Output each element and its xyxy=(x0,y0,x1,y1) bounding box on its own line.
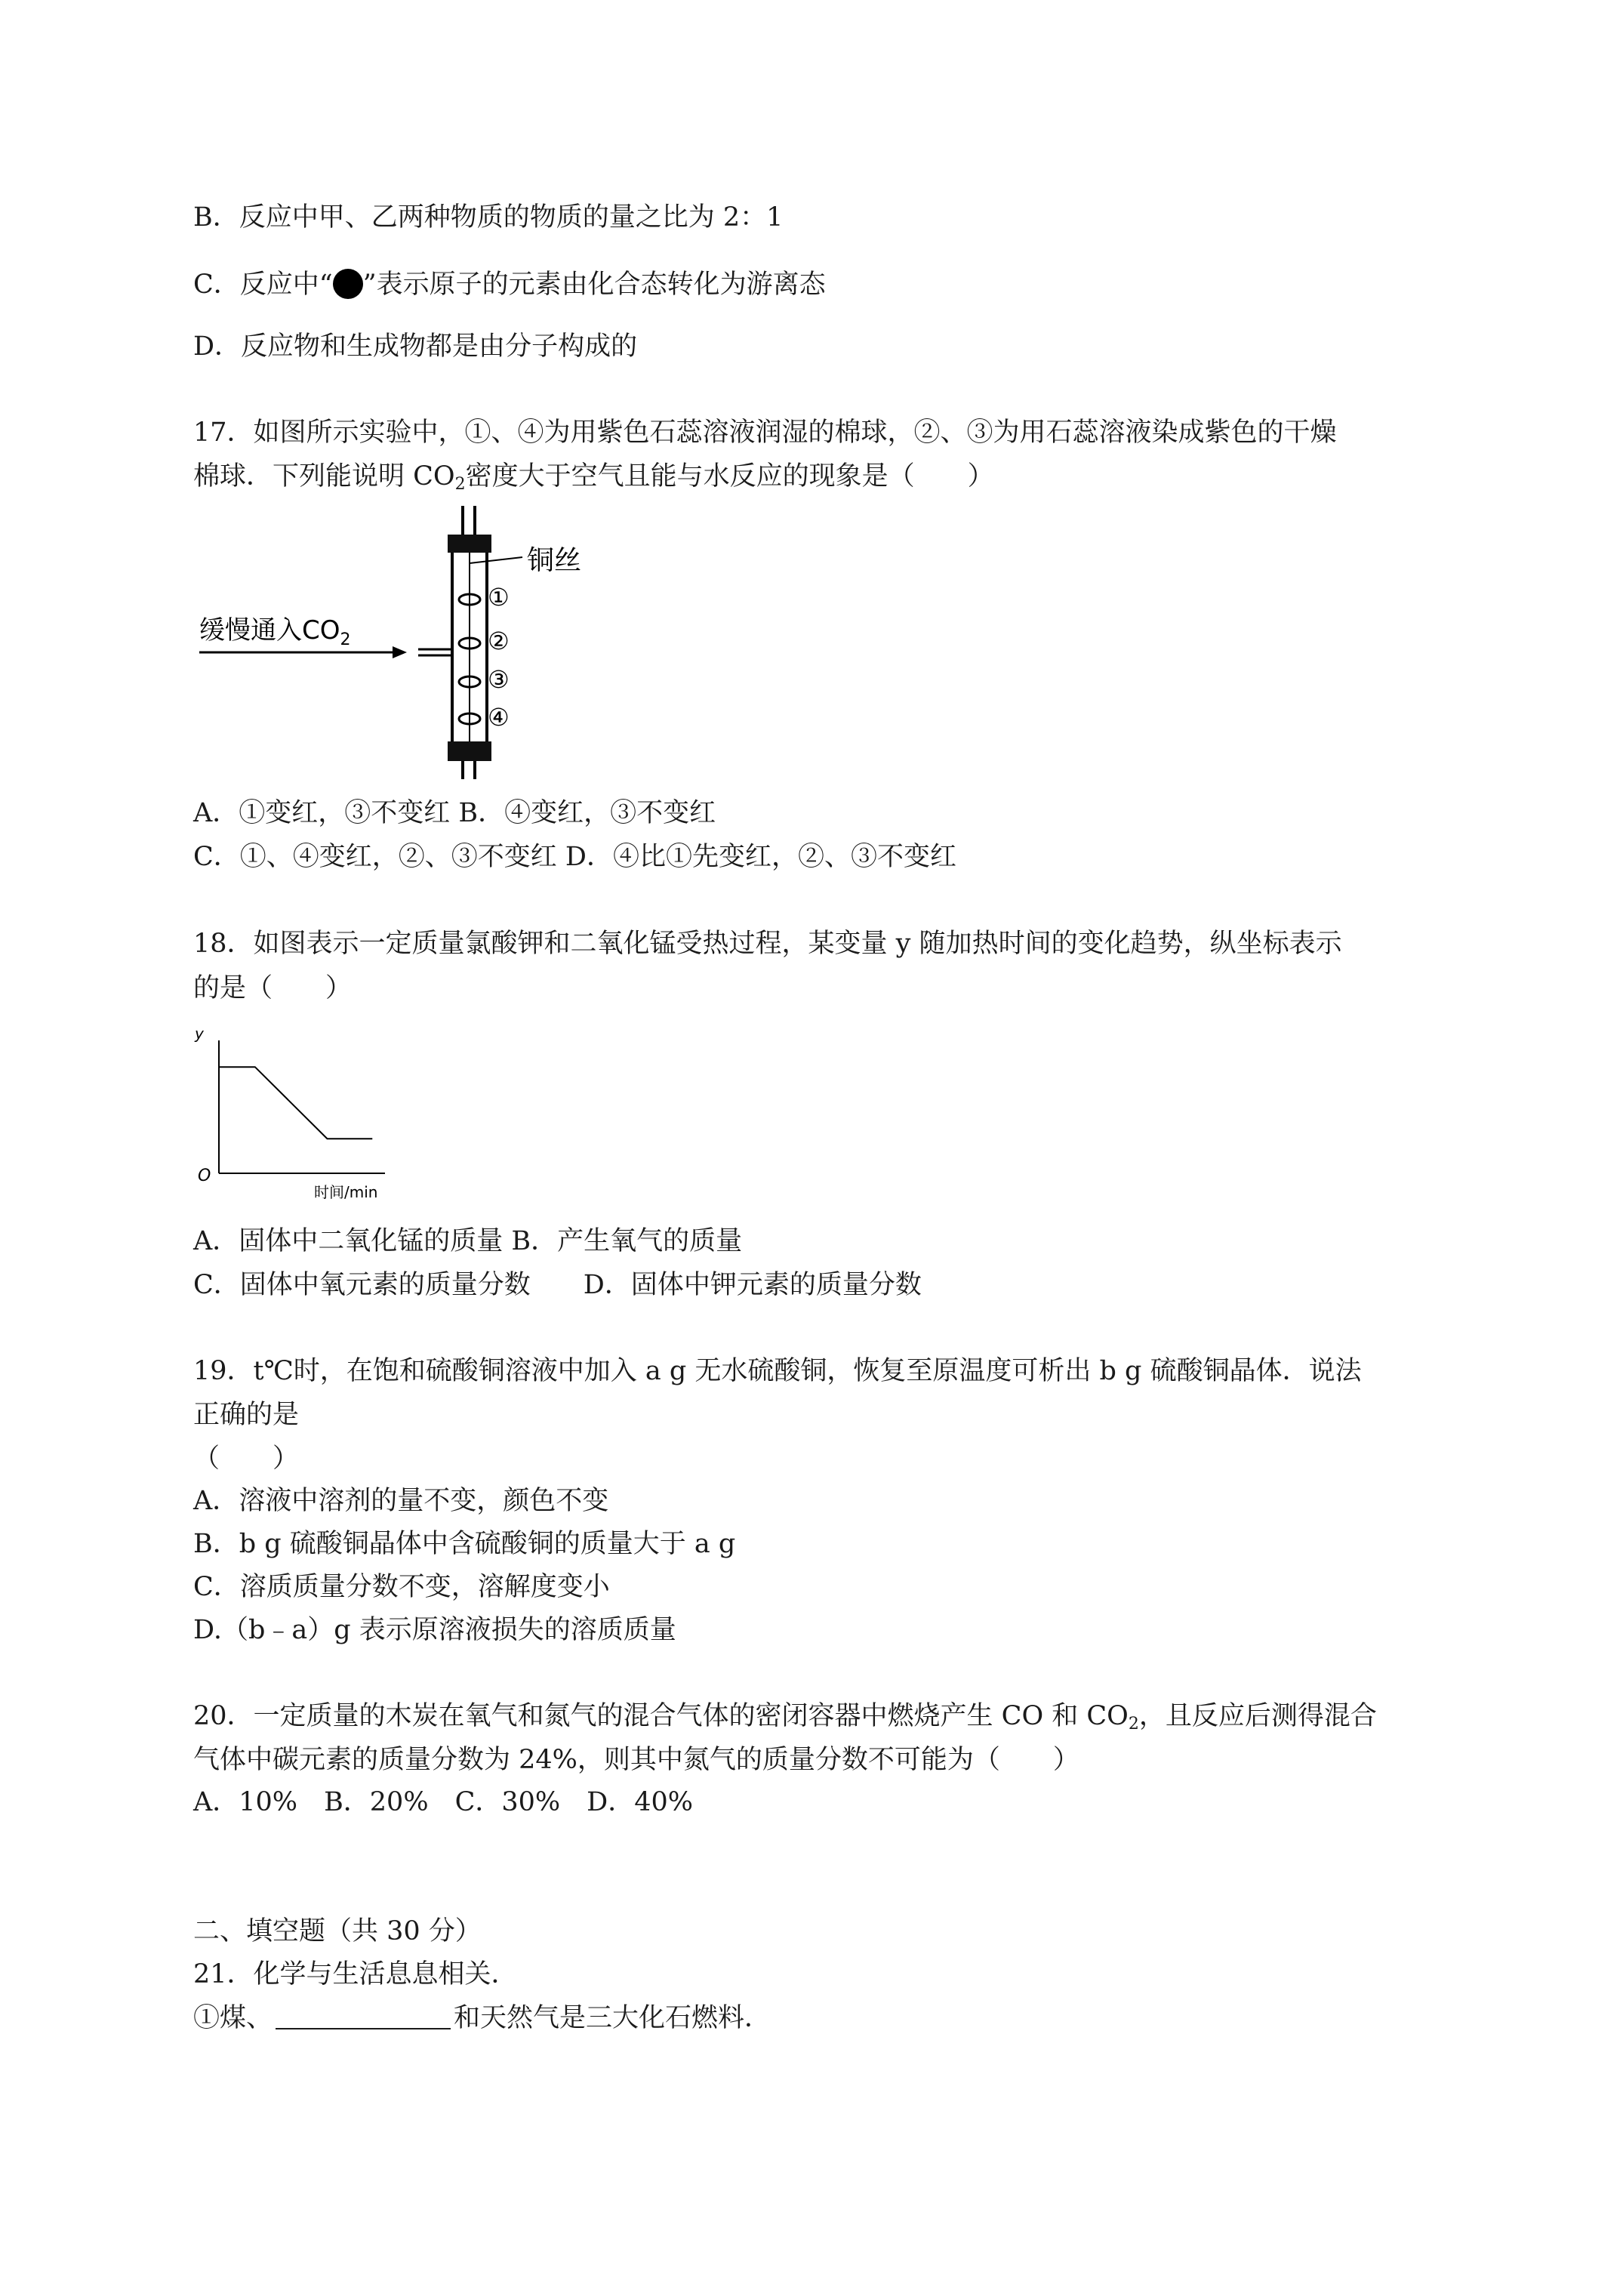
q20-stem-line1-pre: 20．一定质量的木炭在氧气和氮气的混合气体的密闭容器中燃烧产生 CO 和 CO xyxy=(193,1701,1129,1731)
q18-chart xyxy=(193,1025,405,1207)
q20-stem-line1-post: ，且反应后测得混合 xyxy=(1138,1701,1377,1731)
top-stopper xyxy=(448,535,491,553)
q19-option-b: B．b g 硫酸铜晶体中含硫酸铜的质量大于 a g xyxy=(193,1529,736,1559)
wire-label: 铜丝 xyxy=(527,545,582,576)
q17-apparatus-figure xyxy=(193,501,646,781)
q20-stem-line2: 气体中碳元素的质量分数为 24%，则其中氮气的质量分数不可能为（ ） xyxy=(193,1745,1079,1775)
section-heading: 二、填空题（共 30 分） xyxy=(193,1916,482,1946)
inlet-label-text: 缓慢通入CO xyxy=(199,615,340,646)
ball-label-3: ③ xyxy=(488,665,510,694)
q16-option-c xyxy=(193,268,826,301)
inlet-label-sub: 2 xyxy=(340,630,351,649)
q16-option-c-prefix: C．反应中“ xyxy=(193,270,333,300)
q17-stem-subscript: 2 xyxy=(454,475,466,494)
q21-stem: 21．化学与生活息息相关． xyxy=(193,1959,518,1989)
q21-part1-pre: ①煤、 xyxy=(193,2003,273,2033)
q17-options-line1: A．①变红，③不变红 B．④变红，③不变红 xyxy=(193,798,716,828)
q21-part1-post: 和天然气是三大化石燃料． xyxy=(454,2003,771,2033)
q19-stem-line2: 正确的是 xyxy=(193,1400,300,1430)
bottom-stopper xyxy=(448,741,491,761)
q19-option-c: C．溶质质量分数不变，溶解度变小 xyxy=(193,1572,610,1602)
q20-options: A．10% B．20% C．30% D．40% xyxy=(193,1787,694,1817)
q19-stem-line3: （ ） xyxy=(193,1444,300,1474)
origin-label: O xyxy=(198,1166,211,1185)
q18-options-line1: A．固体中二氧化锰的质量 B．产生氧气的质量 xyxy=(193,1226,743,1256)
x-axis-label: 时间/min xyxy=(314,1183,378,1201)
q17-stem-line2-post: 密度大于空气且能与水反应的现象是（ ） xyxy=(465,461,994,492)
q19-option-a: A．溶液中溶剂的量不变，颜色不变 xyxy=(193,1486,609,1516)
q17-stem-line2 xyxy=(193,460,994,501)
wire-pointer xyxy=(470,557,522,563)
ball-label-4: ④ xyxy=(488,703,510,732)
q16-option-c-suffix: ”表示原子的元素由化合态转化为游离态 xyxy=(362,270,826,300)
q17-stem-line1: 17．如图所示实验中，①、④为用紫色石蕊溶液润湿的棉球，②、③为用石蕊溶液染成紫色的干燥 xyxy=(193,418,1337,448)
q20-stem-line1 xyxy=(193,1700,1377,1741)
q18-options-line2: C．固体中氧元素的质量分数 D．固体中钾元素的质量分数 xyxy=(193,1270,922,1300)
series-line xyxy=(219,1067,372,1139)
answer-blank[interactable] xyxy=(276,2005,451,2029)
q16-option-d: D．反应物和生成物都是由分子构成的 xyxy=(193,331,638,362)
q17-stem-line2-pre: 棉球．下列能说明 CO xyxy=(193,461,455,492)
q17-options-line2: C．①、④变红，②、③不变红 D．④比①先变红，②、③不变红 xyxy=(193,842,956,872)
q16-option-b: B．反应中甲、乙两种物质的物质的量之比为 2：1 xyxy=(193,202,784,233)
q18-stem-line1: 18．如图表示一定质量氯酸钾和二氧化锰受热过程，某变量 y 随加热时间的变化趋势，纵坐标表示 xyxy=(193,929,1342,959)
black-atom-icon xyxy=(333,269,363,299)
inlet-label xyxy=(199,615,351,649)
q21-part1 xyxy=(193,2002,771,2035)
y-axis-label: y xyxy=(195,1025,204,1043)
ball-label-1: ① xyxy=(488,583,510,612)
q19-stem-line1: 19．t℃时，在饱和硫酸铜溶液中加入 a g 无水硫酸铜，恢复至原温度可析出 b g 硫酸铜晶体．说法 xyxy=(193,1356,1362,1386)
ball-label-2: ② xyxy=(488,627,510,655)
q20-stem-subscript: 2 xyxy=(1128,1715,1139,1734)
arrow-head-icon xyxy=(393,646,407,658)
q18-stem-line2: 的是（ ） xyxy=(193,973,353,1003)
q19-option-d: D.（b﹣a）g 表示原溶液损失的溶质质量 xyxy=(193,1615,676,1645)
